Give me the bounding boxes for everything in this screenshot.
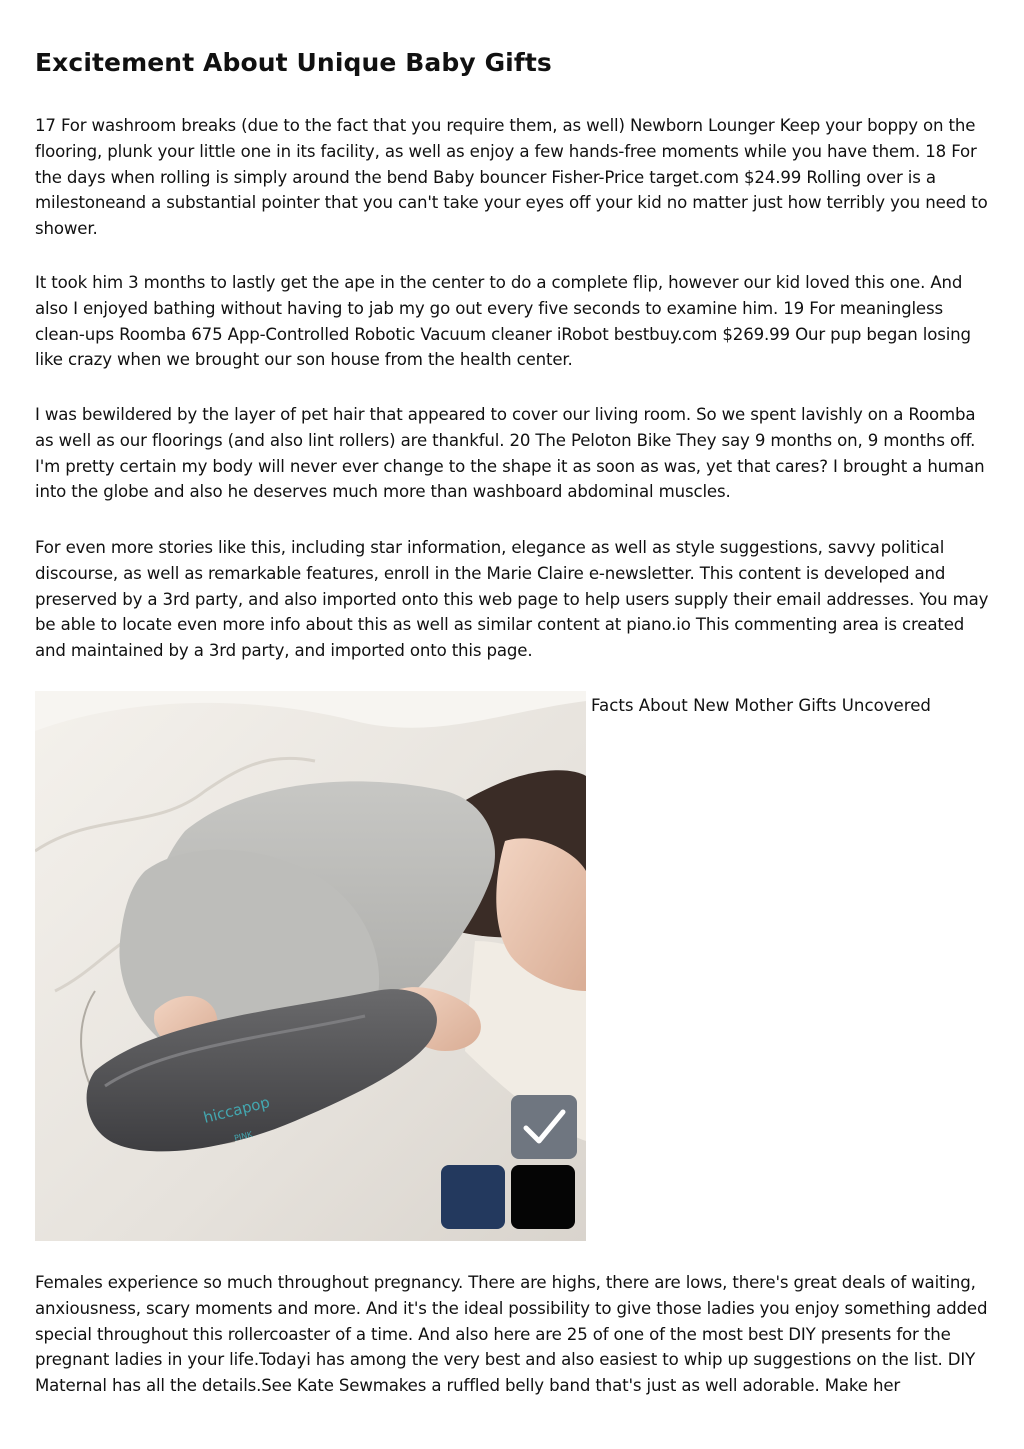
paragraph-3: I was bewildered by the layer of pet hair that appeared to cover our living room. So we spent lavishly on a Roomba as well as our floorings (and also lint rollers) are thankful. 20 The Peloton Bike They say 9 months on, 9 months off. I'm pretty certain my body will never ever change to the shape it as soon as was, yet that cares? I brought a human into the globe and also he deserves much more than washboard abdominal muscles.	[35, 405, 985, 502]
grey-swatch	[511, 1095, 577, 1159]
pregnancy-pillow-photo	[35, 691, 586, 1241]
navy-swatch	[441, 1165, 505, 1229]
pregnancy-pillow-illustration	[35, 691, 586, 1241]
page-title: Excitement About Unique Baby Gifts	[35, 48, 552, 77]
pillow-logo-subtext: PINK	[233, 1129, 254, 1143]
image-caption: Facts About New Mother Gifts Uncovered	[591, 696, 931, 715]
pillow-logo: hiccapop	[201, 1093, 272, 1127]
paragraph-2: It took him 3 months to lastly get the ape in the center to do a complete flip, however our kid loved this one. And also I enjoyed bathing without having to jab my go out every five seconds to examine him. 19 For meaningless clean-ups Roomba 675 App-Controlled Robotic Vacuum cleaner iRobot bestbuy.com $269.99 Our pup began losing like crazy when we brought our son house from the health center.	[35, 273, 971, 370]
black-swatch	[511, 1165, 575, 1229]
paragraph-4: For even more stories like this, including star information, elegance as well as style suggestions, savvy political discourse, as well as remarkable features, enroll in the Marie Claire e-newsletter. This content is developed and preserved by a 3rd party, and also imported onto this web page to help users supply their email addresses. You may be able to locate even more info about this as well as similar content at piano.io This commenting area is created and maintained by a 3rd party, and imported onto this page.	[35, 538, 989, 661]
paragraph-5: Females experience so much throughout pregnancy. There are highs, there are lows, there's great deals of waiting, anxiousness, scary moments and more. And it's the ideal possibility to give those ladies you enjoy something added special throughout this rollercoaster of a time. And also here are 25 of one of the most best DIY presents for the pregnant ladies in your life.Todayi has among the very best and also easiest to whip up suggestions on the list. DIY Maternal has all the details.See Kate Sewmakes a ruffled belly band that's just as well adorable. Make her	[35, 1273, 988, 1396]
paragraph-1: 17 For washroom breaks (due to the fact that you require them, as well) Newborn Lounger Keep your boppy on the flooring, plunk your little one in its facility, as well as enjoy a few hands-free moments while you have them. 18 For the days when rolling is simply around the bend Baby bouncer Fisher-Price target.com $24.99 Rolling over is a milestoneand a substantial pointer that you can't take your eyes off your kid no matter just how terribly you need to shower.	[35, 116, 988, 239]
